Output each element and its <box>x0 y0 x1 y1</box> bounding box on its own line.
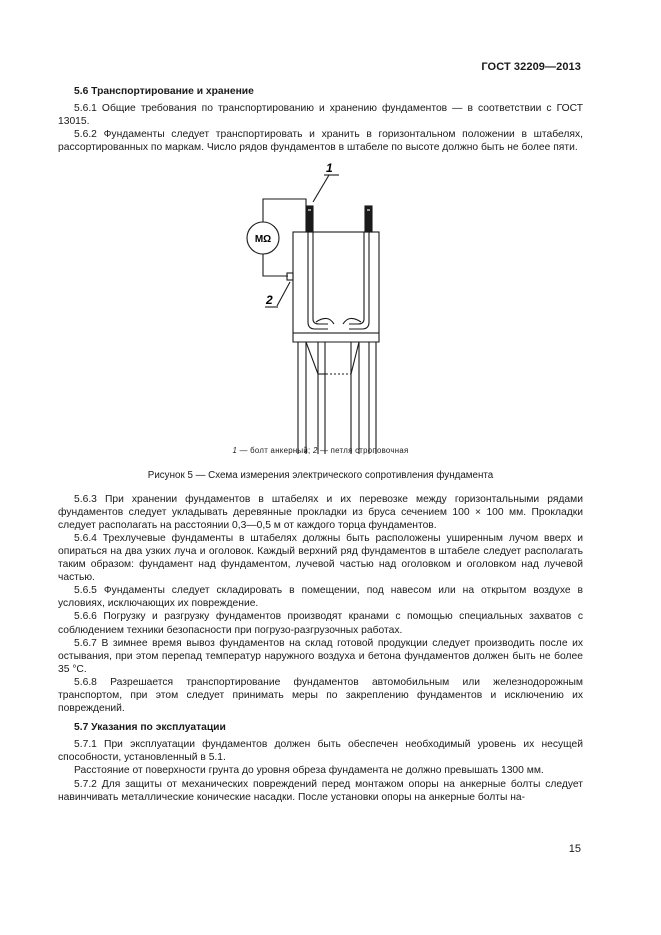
legend-num-2: 2 <box>312 446 318 456</box>
section-heading-5-7: 5.7 Указания по эксплуатации <box>74 722 226 734</box>
section-heading-5-6: 5.6 Транспортирование и хранение <box>74 86 254 97</box>
paragraph-5-6-3: 5.6.3 При хранении фундаментов в штабелях и их перевозке между горизонтальными рядами фундаментов следует укладывать деревянные прокладки из бруса сечением 100 × 100 мм. Прокладки следует располагать на расстоянии 0,3—0,5 м от каждого торца фундаментов. <box>58 493 583 531</box>
paragraph-5-6-4: 5.6.4 Трехлучевые фундаменты в штабелях должны быть расположены уширенным лучом вверх и опираться на два узких луча и оголовок. Каждый верхний ряд фундаментов в штабеле следует располагать таким образом: фундамент над фундаментом, лучевой частью над оголовком и оголовком над лучевой частью. <box>58 532 583 584</box>
paragraph-5-6-7: 5.6.7 В зимнее время вывоз фундаментов на склад готовой продукции следует производить после их остывания, при этом перепад температур наружного воздуха и бетона фундаментов должен быть не более 35 °С. <box>58 637 583 675</box>
legend-text-1: — болт анкерный; <box>237 446 313 456</box>
paragraph-5-6-1: 5.6.1 Общие требования по транспортированию и хранению фундаментов — в соответствии с ГОСТ 13015. <box>58 103 583 128</box>
meter-symbol: MΩ <box>254 234 272 246</box>
paragraph-5-6-5: 5.6.5 Фундаменты следует складировать в помещении, под навесом или на открытом воздухе в условиях, исключающих их повреждение. <box>58 585 583 610</box>
paragraph-5-6-6: 5.6.6 Погрузку и разгрузку фундаментов производят кранами с помощью специальных захватов с соблюдением техники безопасности при погрузо-разгрузочных работах. <box>58 611 583 636</box>
figure-5 <box>58 162 583 462</box>
label-2-leader <box>277 282 290 306</box>
paragraph-5-7-1: 5.7.1 При эксплуатации фундаментов должен быть обеспечен необходимый уровень их несущей способности, установленный в 5.1. <box>58 739 583 764</box>
paragraph-5-7-1-b: Расстояние от поверхности грунта до уровня обреза фундамента не должно превышать 1300 мм. <box>74 765 544 777</box>
legend-text-2: — петля строповочная <box>317 446 409 456</box>
label-1: 1 <box>326 162 333 176</box>
foundation-resistance-diagram <box>58 162 583 462</box>
document-code: ГОСТ 32209—2013 <box>481 61 581 73</box>
paragraph-5-6-2: 5.6.2 Фундаменты следует транспортировать и хранить в горизонтальном положении в штабелях, рассортированных по маркам. Число рядов фундаментов в штабеле по высоте должно быть не более пяти. <box>58 129 583 154</box>
meter-wire-top <box>263 199 306 222</box>
meter-wire-bottom <box>263 254 288 276</box>
foundation-head <box>293 232 379 333</box>
page-content <box>58 85 583 804</box>
paragraph-5-6-8: 5.6.8 Разрешается транспортирование фундаментов автомобильным или железнодорожным транспортом, при этом следует принимать меры по закреплению фундаментов и исключению их повреждений. <box>58 676 583 715</box>
figure-caption: Рисунок 5 — Схема измерения электрического сопротивления фундамента <box>147 470 494 482</box>
label-2: 2 <box>266 293 273 308</box>
legend-num-1: 1 <box>232 446 238 456</box>
page-number: 15 <box>568 843 581 855</box>
figure-legend <box>58 444 583 457</box>
paragraph-5-7-2: 5.7.2 Для защиты от механических повреждений перед монтажом опоры на анкерные болты следует навинчивать металлические конические насадки. После установки опоры на анкерные болты на- <box>58 778 583 803</box>
label-1-leader <box>313 175 329 202</box>
